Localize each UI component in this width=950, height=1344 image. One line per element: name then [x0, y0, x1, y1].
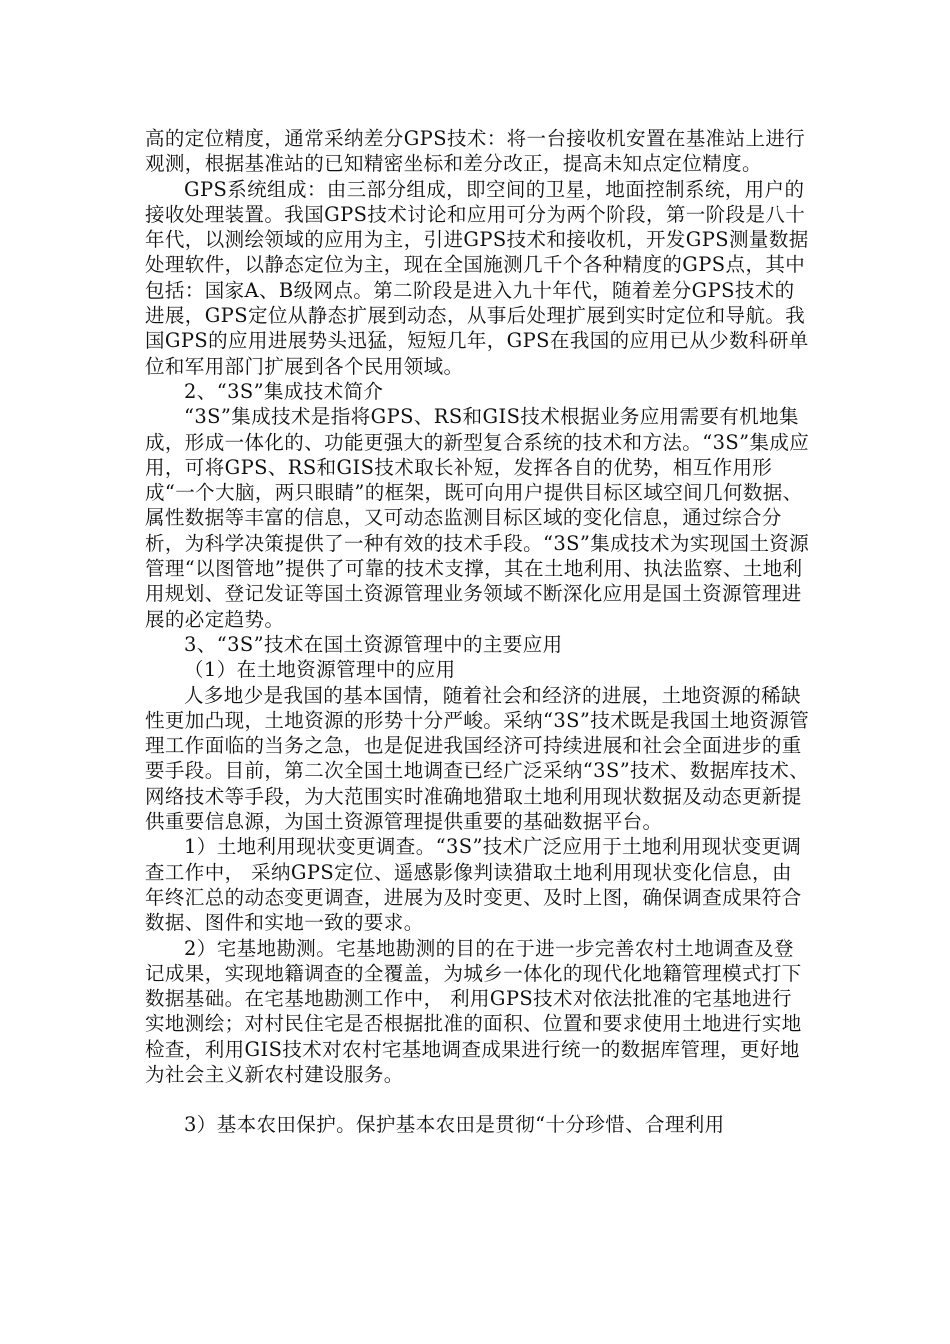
section-heading-3s-intro: 2、“3S”集成技术简介	[184, 379, 384, 403]
paragraph-3s-integration: “3S”集成技术是指将GPS、RS和GIS技术根据业务应用需要有机地集成，形成一体化的、功能更强大的新型复合系统的技术和方法。“3S”集成应用，可将GPS、RS和GIS技术取长补短，发挥各自的优势，相互作用形成“一个大脑，两只眼睛”的框架，既可向用户提供目标区域空间几何数据、属性数据等丰富的信息，又可动态监测目标区域的变化信息，通过综合分析，为科学决策提供了一种有效的技术手段。“3S”集成技术为实现国土资源管理“以图管地”提供了可靠的技术支撑，其在土地利用、执法监察、土地利用规划、登记发证等国土资源管理业务领域不断深化应用是国土资源管理进展的必定趋势。	[145, 405, 810, 631]
paragraph-homestead-survey: 2）宅基地勘测。宅基地勘测的目的在于进一步完善农村土地调查及登记成果，实现地籍调查的全覆盖，为城乡一体化的现代化地籍管理模式打下数据基础。在宅基地勘测工作中， 利用GPS技术对依法批准的宅基地进行实地测绘；对村民住宅是否根据批准的面积、位置和要求使用土地进行实地检查，利用GIS技术对农村宅基地调查成果进行统一的数据库管理，更好地为社会主义新农村建设服务。	[145, 936, 802, 1086]
paragraph-gps-precision: 高的定位精度，通常采纳差分GPS技术：将一台接收机安置在基准站上进行观测，根据基准站的已知精密坐标和差分改正，提高未知点定位精度。	[145, 127, 806, 176]
paragraph-gap	[145, 1087, 810, 1112]
body-text	[145, 126, 810, 1138]
paragraph-land-situation: 人多地少是我国的基本国情，随着社会和经济的进展，土地资源的稀缺性更加凸现，土地资源的形势十分严峻。采纳“3S”技术既是我国土地资源管理工作面临的当务之急，也是促进我国经济可持续进展和社会全面进步的重要手段。目前，第二次全国土地调查已经广泛采纳“3S”技术、数据库技术、网络技术等手段，为大范围实时准确地猎取土地利用现状数据及动态更新提供重要信息源，为国土资源管理提供重要的基础数据平台。	[145, 683, 810, 834]
subsection-heading-land-resources: （1）在土地资源管理中的应用	[184, 658, 456, 682]
section-heading-3s-applications: 3、“3S”技术在国土资源管理中的主要应用	[184, 632, 563, 656]
paragraph-land-use-survey: 1）土地利用现状变更调查。“3S”技术广泛应用于土地利用现状变更调查工作中， 采纳GPS定位、遥感影像判读猎取土地利用现状变化信息，由年终汇总的动态变更调查，进展为及时变更、及时上图，确保调查成果符合数据、图件和实地一致的要求。	[145, 835, 802, 935]
paragraph-gps-system: GPS系统组成：由三部分组成，即空间的卫星，地面控制系统，用户的接收处理装置。我国GPS技术讨论和应用可分为两个阶段，第一阶段是八十年代，以测绘领域的应用为主，引进GPS技术和接收机，开发GPS测量数据处理软件，以静态定位为主，现在全国施测几千个各种精度的GPS点，其中包括：国家A、B级网点。第二阶段是进入九十年代，随着差分GPS技术的进展，GPS定位从静态扩展到动态，从事后处理扩展到实时定位和导航。我国GPS的应用进展势头迅猛，短短几年，GPS在我国的应用已从少数科研单位和军用部门扩展到各个民用领域。	[145, 177, 809, 378]
paragraph-farmland-protection: 3）基本农田保护。保护基本农田是贯彻“十分珍惜、合理利用	[184, 1113, 725, 1137]
